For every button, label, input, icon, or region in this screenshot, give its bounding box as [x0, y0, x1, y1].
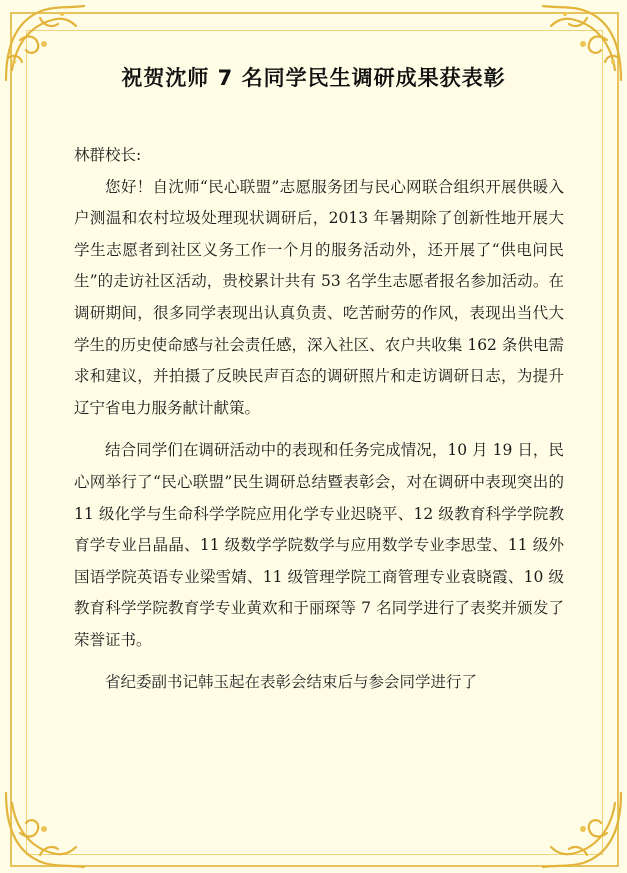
salutation: 林群校长: — [74, 146, 142, 164]
paragraph-2: 结合同学们在调研活动中的表现和任务完成情况，10 月 19 日，民心网举行了“民心联盟”民生调研总结暨表彰会，对在调研中表现突出的 11 级化学与生命科学学院应用化学专业迟晓平、12 级教育科学学院教育学专业吕晶晶、11 级数学学院数学与应用数学专业李思莹、11 级外国语学院英语专业梁雪婧、11 级管理学院工商管理专业袁晓霞、10 级教育科学学院教育学专业黄欢和于丽琛等 7 名同学进行了表奖并颁发了荣誉证书。 — [74, 441, 564, 649]
letter-body — [74, 140, 564, 698]
corner-ornament-bottom-right — [537, 783, 627, 873]
corner-ornament-bottom-left — [0, 783, 90, 873]
letter-title: 祝贺沈师 7 名同学民生调研成果获表彰 — [121, 66, 506, 90]
paragraph-1: 您好！自沈师“民心联盟”志愿服务团与民心网联合组织开展供暖入户测温和农村垃圾处理现状调研后，2013 年暑期除了创新性地开展大学生志愿者到社区义务工作一个月的服务活动外，还开展了“供电问民生”的走访社区活动，贵校累计共有 53 名学生志愿者报名参加活动。在调研期间，很多同学表现出认真负责、吃苦耐劳的作风，表现出当代大学生的历史使命感与社会责任感，深入社区、农户共收集 162 条供电需求和建议，并拍摄了反映民声百态的调研照片和走访调研日志，为提升辽宁省电力服务献计献策。 — [74, 177, 564, 417]
paragraph-3: 省纪委副书记韩玉起在表彰会结束后与参会同学进行了 — [105, 672, 478, 691]
